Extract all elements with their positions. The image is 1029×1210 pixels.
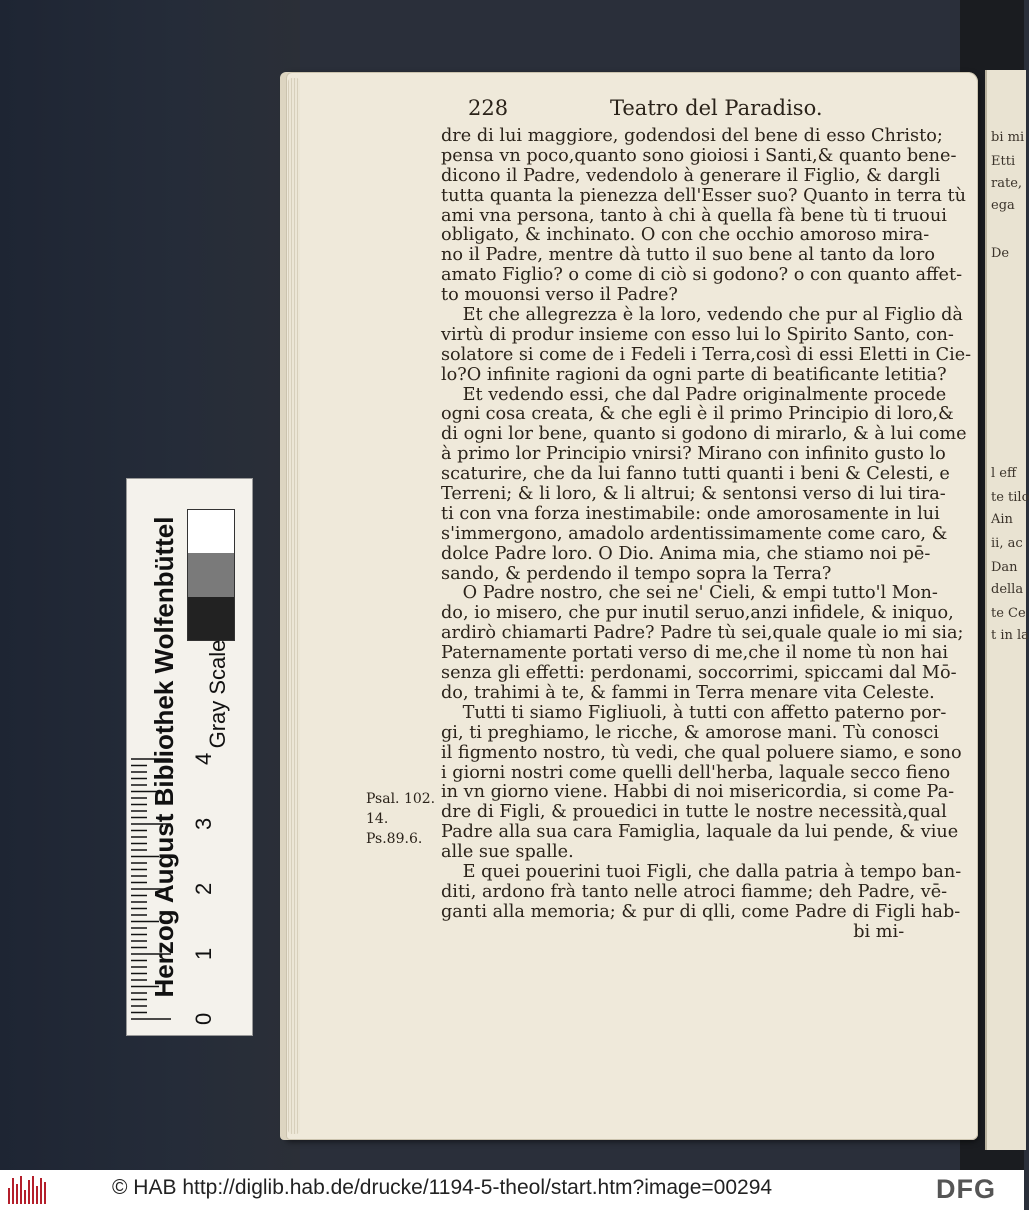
logo-bar [16,1184,18,1204]
text-line: alle sue spalle. [441,841,574,863]
catchword: bi mi- [853,920,905,942]
facing-page-fragment: ii, ac [991,536,1023,551]
logo-bar [40,1178,42,1204]
text-line: tutta quanta la pienezza dell'Esser suo? Quanto in terra tù [441,184,966,206]
facing-page-fragment: De [991,246,1010,261]
text-line: gi, ti preghiamo, le ricche, & amorose mani. Tù conosci [441,721,939,743]
logo-bar [36,1186,38,1204]
text-line: il figmento nostro, tù vedi, che qual poluere siamo, e sono [441,741,962,763]
facing-page-fragment: ega [991,198,1015,213]
text-line: Padre alla sua cara Famiglia, laquale da lui pende, & viue [441,821,959,843]
logo-bar [12,1178,14,1204]
text-line: amato Figlio? o come di ciò si godono? o con quanto affet- [441,264,963,286]
facing-page-edge [985,70,1029,1150]
text-line: i giorni nostri come quelli dell'herba, laquale secco fieno [441,761,951,783]
logo-bar [44,1182,46,1204]
text-line: Et vedendo essi, che dal Padre originalmente procede [462,383,947,405]
facing-page-fragment: te Ce [991,606,1026,621]
facing-page-fragment: bi mi [991,130,1025,145]
facing-page-fragment: della [991,582,1024,597]
marginal-note: Psal. 102. [366,791,436,807]
text-line: Et che allegrezza è la loro, vedendo che pur al Figlio dà [462,304,963,326]
ruler-tick-label: 0 [191,1012,216,1025]
text-line: do, trahimi à te, & fammi in Terra menare vita Celeste. [441,681,935,703]
text-line: dre di Figli, & prouedici in tutte le nostre necessità,qual [441,801,947,823]
ruler-tick-label: 2 [191,882,216,895]
ruler-ticks [127,749,252,1029]
text-line: ti con vna forza inestimabile: onde amorosamente in lui [441,502,940,524]
text-line: O Padre nostro, che sei ne' Cieli, & empi tutto'l Mon- [462,582,938,604]
text-line: no il Padre, mentre dà tutto il suo bene al tanto da loro [441,244,936,266]
facing-page-fragment: Dan [991,560,1018,575]
text-line: s'immergono, amadolo ardentissimamente come caro, & [441,522,948,544]
logo-bar [32,1176,34,1204]
text-line: ogni cosa creata, & che egli è il primo Principio di loro,& [441,403,954,425]
text-line: ganti alla memoria; & pur di qlli, come Padre di Figli hab- [441,900,961,922]
facing-page-fragment: t in la [991,628,1029,643]
facing-page-fragment: l eff [991,466,1017,481]
text-line: di ogni lor bene, quanto si godono di mirarlo, & à lui come [441,423,967,445]
text-line: lo?O infinite ragioni da ogni parte di beatificante letitia? [441,363,947,385]
ruler-tick-label: 1 [191,947,216,960]
marginal-note: Ps.89.6. [366,830,423,847]
text-line: E quei pouerini tuoi Figli, che dalla patria à tempo ban- [462,860,962,882]
facing-page-fragment: Ain [991,512,1013,527]
dfg-logo: DFG [936,1174,996,1204]
text-line: ami vna persona, tanto à chi à quella fà bene tù ti truoui [441,204,947,226]
marginal-note: 14. [366,810,389,827]
text-line: scaturire, che da lui fanno tutti quanti i beni & Celesti, e [441,463,950,485]
text-line: ardirò chiamarti Padre? Padre tù sei,quale quale io mi sia; [441,622,964,644]
text-line: senza gli effetti: perdonami, soccorrimi, spiccami dal Mō- [441,662,957,684]
text-line: à primo lor Principio vnirsi? Mirano con infinito gusto lo [441,443,946,465]
text-line: to mouonsi verso il Padre? [441,284,678,306]
logo-bar [20,1176,22,1204]
facing-page-fragment: rate, [991,176,1023,191]
footer-credit: © HAB http://diglib.hab.de/drucke/1194-5-theol/start.htm?image=00294 [112,1176,773,1199]
text-line: pensa vn poco,quanto sono gioiosi i Santi,& quanto bene- [441,144,957,166]
logo-bar [24,1190,26,1204]
text-line: virtù di produr insieme con esso lui lo Spirito Santo, con- [441,323,954,345]
text-line: Paternamente portati verso di me,che il nome tù non hai [441,642,949,664]
text-line: Tutti ti siamo Figliuoli, à tutti con affetto paterno por- [462,701,947,723]
text-line: obligato, & inchinato. O con che occhio amoroso mira- [441,224,930,246]
ruler-title: Herzog August Bibliothek Wolfenbüttel [149,516,179,998]
text-line: sando, & perdendo il tempo sopra la Terra? [441,562,832,584]
ruler-tick-label: 4 [191,752,216,765]
logo-bar [8,1188,10,1204]
running-title: Teatro del Paradiso. [610,96,823,120]
text-line: diti, ardono frà tanto nelle atroci fiamme; deh Padre, vē- [441,880,948,902]
facing-page-fragment: Etti [991,154,1016,169]
body-text [441,126,981,942]
footer-bar [0,1170,1024,1210]
marginal-notes [366,790,446,850]
text-line: do, io misero, che pur inutil seruo,anzi infidele, & iniquo, [441,602,954,624]
hab-logo-icon [8,1176,46,1204]
page-number: 228 [468,96,509,120]
gray-scale-label: Gray Scale [205,639,230,749]
text-line: solatore si come de i Fedeli i Terra,così di essi Eletti in Cie- [441,343,972,365]
logo-bar [28,1180,30,1204]
ruler-tick-label: 3 [191,817,216,830]
text-line: Terreni; & li loro, & li altrui; & sentonsi verso di lui tira- [441,483,946,505]
text-line: in vn giorno viene. Habbi di noi misericordia, si come Pa- [441,781,955,803]
text-line: dre di lui maggiore, godendosi del bene di esso Christo; [441,125,943,146]
gray-scale-ruler [126,478,253,1036]
text-line: dolce Padre loro. O Dio. Anima mia, che stiamo noi pē- [441,542,931,564]
text-line: dicono il Padre, vedendolo à generare il Figlio, & dargli [441,164,941,186]
facing-page-fragment: te tilo [991,490,1029,505]
